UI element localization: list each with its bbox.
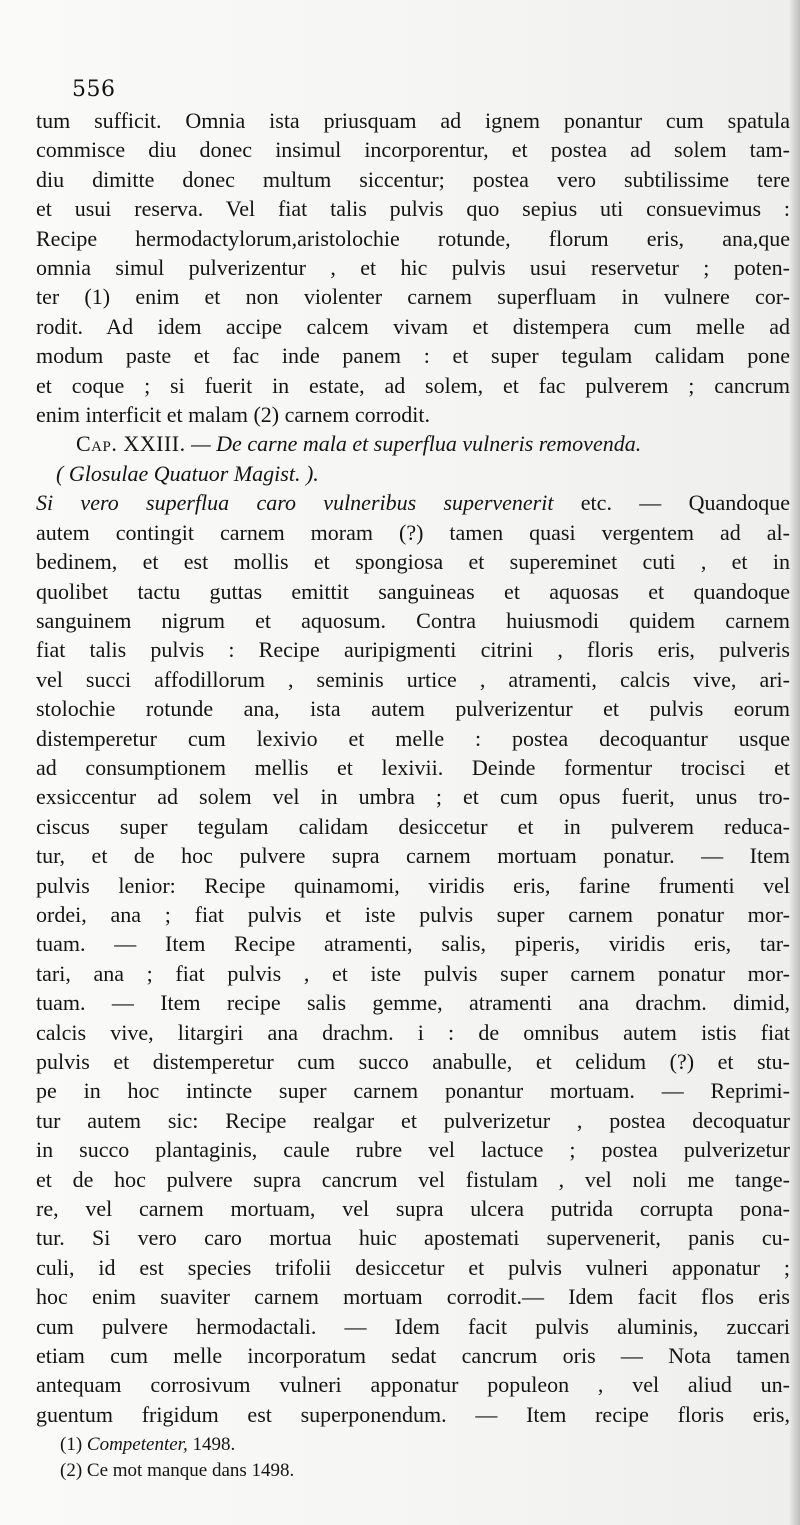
text-line: pulvis et distemperetur cum succo anabulle, et celidum (?) et stu- [36, 1049, 790, 1074]
footnote-1 [60, 1432, 660, 1458]
text-line: pe in hoc intincte super carnem ponantur mortuam. — Reprimi- [36, 1078, 790, 1104]
text-line: ter (1) enim et non violenter carnem superfluam in vulnere cor- [36, 284, 790, 310]
paragraph-body [36, 518, 790, 1430]
text-line: tur autem sic: Recipe realgar et pulverizetur , postea decoquatur [36, 1107, 790, 1133]
text-line: re, vel carnem mortuam, vel supra ulcera putrida corrupta pona- [36, 1196, 790, 1222]
text-line: sanguinem nigrum et aquosum. Contra huiusmodi quidem carnem [36, 607, 790, 633]
footnote-mark: (1) [60, 1434, 83, 1455]
text-line: ad consumptionem mellis et lexivii. Deinde formentur trocisci et [36, 754, 790, 780]
text-line: calcis vive, litargiri ana drachm. i : de omnibus autem istis fiat [36, 1019, 790, 1045]
text-line: cum pulvere hermodactali. — Idem facit pulvis aluminis, zuccari [36, 1313, 790, 1339]
text-line: et usui reserva. Vel fiat talis pulvis quo sepius uti consuevimus : [36, 196, 790, 222]
text-line: vel succi affodillorum , seminis urtice , atramenti, calcis vive, ari- [36, 666, 790, 692]
text-line: et coque ; si fuerit in estate, ad solem, et fac pulverem ; cancrum [36, 372, 790, 398]
text-line: bedinem, et est mollis et spongiosa et supereminet cuti , et in [36, 549, 790, 575]
chapter-number: Cap. XXIII. [76, 431, 186, 457]
lemma-line [36, 488, 790, 517]
text-line: quolibet tactu guttas emittit sanguineas et aquosas et quandoque [36, 578, 790, 604]
text-line: etiam cum melle incorporatum sedat cancrum oris — Nota tamen [36, 1343, 790, 1369]
text-line: Recipe hermodactylorum,aristolochie rotunde, florum eris, ana,que [36, 225, 790, 251]
text-line: ciscus super tegulam calidam desiccetur et in pulverem reduca- [36, 813, 790, 839]
text-line: tuam. — Item recipe salis gemme, atramenti ana drachm. dimid, [36, 990, 790, 1016]
text-line: tum sufficit. Omnia ista priusquam ad ignem ponantur cum spatula [36, 108, 790, 133]
page-number: 556 [72, 77, 116, 102]
footnotes [60, 1432, 660, 1484]
text-line: omnia simul pulverizentur , et hic pulvis usui reservetur ; poten- [36, 255, 790, 281]
main-text [36, 106, 790, 1429]
text-line: fiat talis pulvis : Recipe auripigmenti citrini , floris eris, pulveris [36, 637, 790, 663]
chapter-source: ( Glosulae Quatuor Magist. ). [56, 460, 319, 486]
page-gutter [790, 0, 800, 1525]
footnote-emphasis: Competenter, [86, 1434, 188, 1455]
text-line: hoc enim suaviter carnem mortuam corrodit.— Idem facit flos eris [36, 1284, 790, 1310]
lemma-rest: etc. — Quandoque [580, 490, 790, 516]
text-line: et de hoc pulvere supra cancrum vel fistulam , vel noli me tange- [36, 1166, 790, 1192]
footnote-mark: (2) [60, 1460, 83, 1481]
text-line: tur. Si vero caro mortua huic apostemati supervenerit, panis cu- [36, 1225, 790, 1251]
text-line: culi, id est species trifolii desiccetur et pulvis vulneri apponatur ; [36, 1254, 790, 1280]
text-line: distemperetur cum lexivio et melle : postea decoquantur usque [36, 725, 790, 751]
chapter-title: — De carne mala et superflua vulneris removenda. [191, 431, 642, 457]
text-line: diu dimitte donec multum siccentur; postea vero subtilissime tere [36, 166, 790, 192]
footnote-text: Ce mot manque dans 1498. [86, 1460, 295, 1481]
text-line: exsiccentur ad solem vel in umbra ; et cum opus fuerit, unus tro- [36, 784, 790, 810]
chapter-heading [36, 429, 790, 458]
text-line: commisce diu donec insimul incorporentur, et postea ad solem tam- [36, 137, 790, 163]
text-line: stolochie rotunde ana, ista autem pulverizentur et pulvis eorum [36, 696, 790, 722]
footnote-text: 1498. [192, 1434, 236, 1455]
text-line: pulvis lenior: Recipe quinamomi, viridis eris, farine frumenti vel [36, 872, 790, 898]
text-line: autem contingit carnem moram (?) tamen quasi vergentem ad al- [36, 519, 790, 545]
text-line: enim interficit et malam (2) carnem corrodit. [36, 402, 431, 428]
text-line: guentum frigidum est superponendum. — Item recipe floris eris, [36, 1401, 790, 1427]
text-line: tur, et de hoc pulvere supra carnem mortuam ponatur. — Item [36, 843, 790, 869]
text-line: tuam. — Item Recipe atramenti, salis, piperis, viridis eris, tar- [36, 931, 790, 957]
footnote-2 [60, 1458, 660, 1484]
lemma-italic: Si vero superflua caro vulneribus supervenerit [36, 490, 554, 516]
text-line: modum paste et fac inde panem : et super tegulam calidam pone [36, 343, 790, 369]
text-line: ordei, ana ; fiat pulvis et iste pulvis super carnem ponatur mor- [36, 901, 790, 927]
text-line: in succo plantaginis, caule rubre vel lactuce ; postea pulverizetur [36, 1137, 790, 1163]
text-line: tari, ana ; fiat pulvis , et iste pulvis super carnem ponatur mor- [36, 960, 790, 986]
text-line: rodit. Ad idem accipe calcem vivam et distempera cum melle ad [36, 313, 790, 339]
text-line: antequam corrosivum vulneri apponatur populeon , vel aliud un- [36, 1372, 790, 1398]
